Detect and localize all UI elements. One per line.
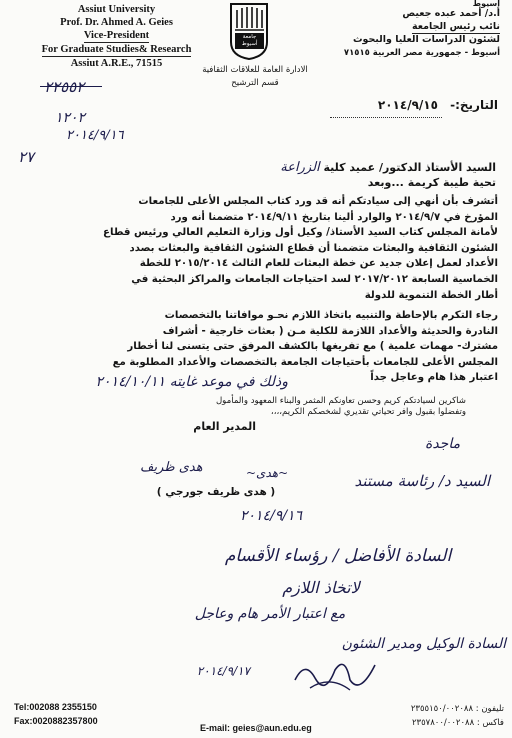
footer-tel-ar: تليفون : ٢٣٥٥١٥٠/٠٠٢٠٨٨ (410, 704, 504, 714)
hand-date-2: ٢٠١٤/٩/١٧ (196, 664, 250, 678)
footer-tel: Tel:002088 2355150 (14, 702, 97, 712)
hand-ref4: ٢٧ (18, 148, 35, 166)
p1-line: أطار الخطة التنموية للدولة (364, 289, 498, 301)
director-title: المدير العام (193, 420, 256, 433)
director-name: ( هدى ظريف جورجي ) (156, 486, 276, 498)
hand-signature-scribble (290, 640, 380, 700)
header-arabic (300, 0, 500, 59)
university-address: Assiut A.R.E., 71515 (70, 58, 163, 69)
date-value: ٢٠١٤/٩/١٥ (377, 98, 438, 112)
p2-line: رجاء التكرم بالإحاطة والتنبيه باتخاذ اللازم نحـو موافاتنا بالتخصصات (164, 310, 498, 321)
header-ar-city: أسيوط (472, 0, 500, 8)
hand-signature-1: هدى ظريف (140, 460, 203, 475)
deadline-hand: وذلك في موعد غايته ٢٠١٤/١٠/١١ (95, 374, 288, 390)
hand-ref1-strike (40, 86, 102, 87)
header-ar-title: نائب رئيس الجامعة (412, 21, 500, 35)
p1-line: الأعداد لعمل إعلان جديد عن خطة البعثات للعام الثالث ٢٠١٥/٢٠١٤ للخطة (139, 258, 498, 270)
closing-line2: وتفضلوا بقبول وافر تحياتي تقديري لشخصكم الكريم،،،، (270, 407, 466, 417)
closing-line1: شاكرين لسيادتكم كريم وحسن تعاونكم المثمر والبناء المعهود والمأمول (215, 396, 466, 406)
vp-portfolio: For Graduate Studies& Research (41, 44, 192, 55)
p1-line: أتشرف بأن أنهي إلى سيادتكم أنه قد ورد كتاب المجلس الأعلى للجامعات (138, 196, 498, 207)
hand-ref2: ١٢٠٢ (55, 110, 86, 126)
salutation-text: السيد الأستاذ الدكتور/ عميد كلية (323, 161, 496, 174)
university-logo (226, 2, 272, 60)
footer-email: E-mail: geies@aun.edu.eg (200, 723, 312, 733)
p1-line: الشئون الثقافية والبعثات متضمنا أن قطاع الشئون الثقافية والبعثات بصدد (129, 242, 498, 254)
vp-name: Prof. Dr. Ahmed A. Geies (60, 17, 173, 28)
salutation-faculty-hand: الزراعة (280, 160, 320, 175)
date-label: التاريخ:- (450, 98, 498, 112)
p2-line: النادرة والحديثة والأعداد اللازمة للكلية مـن ( بعثات خارجية - أشراف (162, 325, 498, 337)
dept-line2: قسم الترشيح (231, 78, 279, 88)
department-block (180, 64, 330, 90)
hand-ref3: ٢٠١٤/٩/١٦ (66, 128, 124, 143)
p1-line: المؤرخ في ٢٠١٤/٩/٧ والوارد ألينا بتاريخ ٢٠١٤/٩/١١ متضمنا أنه ورد (170, 211, 498, 223)
body-paragraph-1 (14, 194, 498, 303)
hand-note-right: السادة الوكيل ومدير الشئون (341, 636, 506, 652)
dept-line1: الادارة العامة للعلاقات الثقافية (202, 65, 308, 75)
footer-arabic (370, 702, 504, 730)
hand-note-3: مع اعتبار الأمر هام وعاجل (194, 606, 346, 622)
hand-addressee: السيد د/ رئاسة مستند (354, 472, 490, 490)
hand-signature-2: ~هدى~ (246, 466, 289, 480)
hand-date-1: ٢٠١٤/٩/١٦ (240, 508, 303, 524)
header-ar-name: أ.د/ أحمد عبده جعيص (402, 8, 500, 19)
hand-ref1: ٢٢٥٥٢ (44, 78, 85, 96)
salutation-line1 (150, 160, 496, 175)
p2-line: المجلس الأعلى للجامعات بأحتياجات الجامعة بالتخصصات والأعداد المطلوبة مع (112, 356, 498, 368)
footer-fax-ar: فاكس : ٢٣٥٧٨٠٠/٠٠٢٠٨٨ (411, 718, 504, 728)
footer-fax: Fax:0020882357800 (14, 716, 98, 726)
hand-note-2: لاتخاذ اللازم (282, 578, 360, 597)
p1-line: لأمانة المجلس كتاب السيد الأستاذ/ وكيل أول وزارة التعليم العالي ورئيس قطاع (103, 227, 498, 239)
vp-title: Vice-President (83, 30, 150, 41)
p1-line: الخماسية السابعة ٢٠١٧/٢٠١٢ لسد احتياجات الجامعات والمراكز البحثية في (131, 273, 498, 285)
p2-line: اعتبار هذا هام وعاجل جداً (370, 372, 498, 384)
header-ar-portfolio: لشئون الدراسات العليا والبحوث (352, 34, 500, 45)
hand-note-1: السادة الأفاضل / رؤساء الأقسام (224, 546, 452, 566)
logo-text: جامعة أسيوط (241, 34, 258, 47)
p2-line: مشترك- مهمات علمية ) مع تفريغها بالكشف المرفق حتى يتسنى لنا أخطار (127, 341, 498, 353)
date-dotline (330, 117, 442, 118)
university-name: Assiut University (77, 4, 156, 15)
salutation-line2: تحية طيبة كريمة ...وبعد (367, 176, 496, 189)
hand-margin-name: ماجدة (425, 436, 461, 452)
date-row (320, 98, 498, 112)
header-english (14, 3, 219, 70)
footer-english (14, 700, 98, 728)
header-ar-address: أسيوط - جمهورية مصر العربية ٧١٥١٥ (343, 47, 500, 58)
salutation (150, 160, 496, 190)
closing (120, 396, 466, 418)
